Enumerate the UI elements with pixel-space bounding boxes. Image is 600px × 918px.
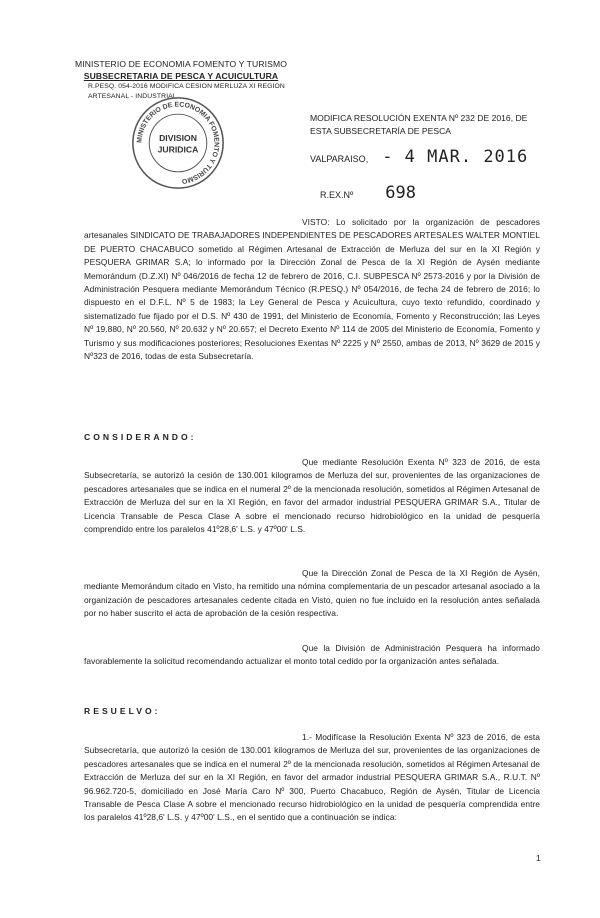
title-line-2: ESTA SUBSECRETARÍA DE PESCA [310,126,452,136]
reference-line-2: ARTESANAL - INDUSTRIAL [88,92,177,100]
visto-paragraph: VISTO: Lo solicitado por la organización de pescadores artesanales SINDICATO DE TRABAJADORES INDEPENDIENTES DE PESCADORES ARTESALES WALTER MONTIEL DE PUERTO CHACABUCO sometido al Régimen Artesanal de Extracción de Merluza del sur en la XI Región y PESQUERA GRIMAR S.A; lo informado por la Dirección Zonal de Pesca de la XI Región de Aysén mediante Memorándum (D.Z.XI) Nº 046/2016 de fecha 12 de febrero de 2016, C.I. SUBPESCA Nº 2573-2016 y por la División de Administración Pesquera mediante Memorándum Técnico (R.PESQ.) Nº 054/2016, de fecha 24 de febrero de 2016; lo dispuesto en el D.F.L. Nº 5 de 1983; la Ley General de Pesca y Acuicultura, cuyo texto refundido, coordinado y sistematizado fue fijado por el D.S. Nº 430 de 1991, del Ministerio de Economía, Fomento y Reconstrucción; las Leyes Nº 19.880, Nº 20.560, Nº 20.632 y Nº 20.657; el Decreto Exento Nº 114 de 2005 del Ministerio de Economía, Fomento y Turismo y sus modificaciones posteriores; Resoluciones Exentas Nº 2225 y Nº 2550, ambas de 2013, Nº 3629 de 2015 y Nº323 de 2016, todas de esta Subsecretaría. [84,217,540,362]
considerando-paragraph-3: Que la División de Administración Pesquera ha informado favorablemente la solicitud recomendando actualizar el monto total cedido por la organización antes señalada. [84,643,540,667]
handwritten-date: - 4 MAR. 2016 [382,147,529,167]
division-juridica-stamp [130,95,226,191]
rex-label: R.EX.Nº [320,190,354,200]
considerando-paragraph-2: Que la Dirección Zonal de Pesca de la XI Región de Aysén, mediante Memorándum citado en Visto, ha remitido una nómina complementaria de un pescador artesanal asociado a la organización de pescadores artesanales cedente citada en Visto, quien no fue incluido en la resolución antes señalada por no haber suscrito el acta de aprobación de la cesión respectiva. [84,568,540,619]
ministry-name: MINISTERIO DE ECONOMIA FOMENTO Y TURISMO [74,59,288,69]
reference-line-1: R.PESQ. 054-2016 MODIFICA CESION MERLUZA XI REGION [88,83,285,90]
resuelvo-heading: RESUELVO: [84,706,161,716]
date-place: VALPARAISO, [310,154,369,164]
stamp-line-1: DIVISION [159,133,197,144]
rex-number: 698 [385,183,417,203]
stamp-line-2: JURIDICA [157,144,199,155]
considerando-paragraph-1: Que mediante Resolución Exenta Nº 323 de 2016, de esta Subsecretaría, se autorizó la cesión de 130.001 kilogramos de Merluza del sur, provenientes de las organizaciones de pescadores artesanales que se indica en el numeral 2º de la mencionada resolución, sometidos al Régimen Artesanal de Extracción de Merluza del sur en la XI Región, en favor del armador industrial PESQUERA GRIMAR S.A., Titular de Licencia Transable de Pesca Clase A sobre el mencionado recurso hidrobiológico en la unidad de pesquería comprendido entre los paralelos 41º28,6' L.S. y 47º00' L.S. [84,457,540,535]
subsecretaria-name: SUBSECRETARIA DE PESCA Y ACUICULTURA [83,71,279,81]
date-line [310,147,528,167]
resuelvo-paragraph-1: 1.- Modifícase la Resolución Exenta Nº 323 de 2016, de esta Subsecretaría, que autorizó la cesión de 130.001 kilogramos de Merluza del sur, provenientes de las organizaciones de pescadores artesanales que se indica en el numeral 2º de la mencionada resolución, sometidos al Régimen Artesanal de Extracción de Merluza del sur en la XI Región, en favor del armador industrial PESQUERA GRIMAR S.A., R.U.T. Nº 96.962.720-5, domiciliado en José María Caro Nº 300, Puerto Chacabuco, Región de Aysén, Titular de Licencia Transable de Pesca Clase A sobre el mencionado recurso hidrobiológico en la unidad de pesquería comprendida entre los paralelos 41º28,6' L.S. y 47º00' L.S., en el sentido que a continuación se indica: [84,732,540,823]
resolution-title [310,112,550,138]
page-number: 1 [536,853,541,863]
stamp-ring-text: MINISTERIO DE ECONOMIA FOMENTO Y TURISMO [136,101,220,185]
resolution-number-line [320,183,416,203]
title-line-1: MODIFICA RESOLUCIÓN EXENTA Nº 232 DE 2016, DE [310,113,528,123]
considerando-heading: CONSIDERANDO: [84,432,197,442]
